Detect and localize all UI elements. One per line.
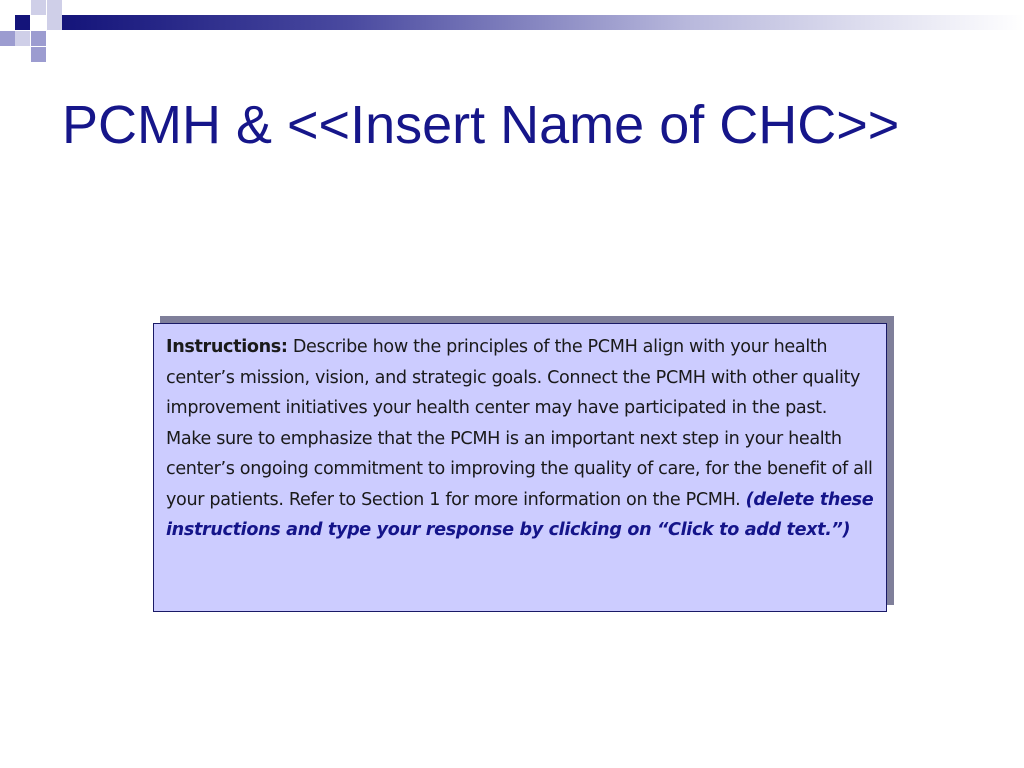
- decor-square-pale: [47, 15, 62, 30]
- decor-square-lavender: [31, 31, 46, 46]
- decor-square-lavender: [31, 47, 46, 62]
- slide-title[interactable]: PCMH & <<Insert Name of CHC>>: [62, 95, 900, 155]
- decor-square-lavender: [0, 31, 15, 46]
- decor-square-pale: [31, 0, 46, 15]
- instructions-note: (delete these instructions and type your response by clicking on “Click to add text.”): [166, 489, 874, 540]
- instructions-label: Instructions:: [166, 337, 288, 357]
- instructions-box[interactable]: [153, 323, 887, 612]
- decor-square-pale: [15, 31, 30, 46]
- instructions-body: Describe how the principles of the PCMH align with your health center’s mission, vision, and strategic goals. Connect the PCMH with other quality improvement initiatives your health center may have participated in the past. Make sure to emphasize that the PCMH is an important next step in your health center’s ongoing commitment to improving the quality of care, for the benefit of all your patients. Refer to Section 1 for more information on the PCMH.: [166, 337, 873, 510]
- decor-square-pale: [47, 0, 62, 15]
- decor-square-navy: [15, 15, 30, 30]
- header-gradient-bar: [62, 15, 1024, 30]
